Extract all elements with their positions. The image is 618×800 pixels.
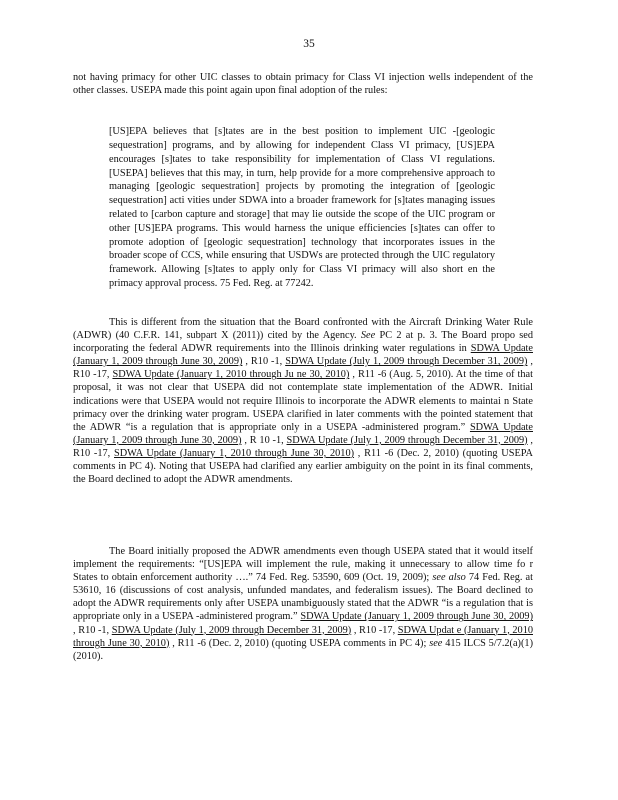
text-run: 74 Fed. Reg. at 53610, 16 (discussions of cost analysis, unfunded mandates, and federalism issues). The Board declined to adopt the ADWR requirements only after USEPA unambiguously stated that the ADWR “is a regulation that is appropriate only in a USEPA -administered program.” — [73, 572, 533, 623]
text-run: The Board initially proposed the ADWR amendments even though USEPA stated that it would itself implement the requirements: “[US]EPA will implement the rule, making it unnecessary to allow time fo r States to obtain enforcement authority ….” 74 Fed. Reg. 53590, 609 (Oct. 19, 2009); — [73, 546, 533, 584]
citation-signal: see also — [432, 572, 466, 584]
page-number: 35 — [303, 38, 315, 50]
text-run: , R10 -17, — [351, 624, 398, 636]
intro-paragraph — [73, 71, 533, 97]
intro-text: not having primacy for other UIC classes to obtain primacy for Class VI injection wells independent of the other classes. USEPA made this point again upon final adoption of the rules: — [73, 72, 533, 96]
paragraph-adwr-proposal — [73, 545, 533, 663]
case-citation: SDWA Update (July 1, 2009 through December 31, 2009) — [285, 356, 528, 368]
text-run: 415 ILCS 5/7.2(a)(1) (2010). — [73, 637, 533, 662]
text-run: , R10 -17, — [73, 356, 533, 381]
text-run: PC 2 at p. 3. The Board propo sed incorporating the federal ADWR requirements into the Illinois drinking water regulations in — [73, 330, 533, 355]
text-run: , R10 -1, — [73, 624, 112, 636]
block-quote — [109, 115, 495, 301]
text-run: , R11 -6 (Dec. 2, 2010) (quoting USEPA comments in PC 4); — [169, 637, 430, 649]
citation-signal: see — [429, 637, 443, 649]
paragraph-adwr-contrast — [73, 316, 533, 486]
case-citation: SDWA Update (July 1, 2009 through December 31, 2009) — [286, 434, 528, 446]
text-run: , R10 -17, — [73, 434, 534, 459]
text-run: , R11 -6 (Dec. 2, 2010) (quoting USEPA comments in PC 4). Noting that USEPA had clarified any earlier ambiguity on the point in its final comments, the Board declined to adopt the ADWR amendments. — [73, 447, 533, 486]
paragraph-adwr-contrast-text — [73, 316, 533, 486]
case-citation: SDWA Update (January 1, 2009 through June 30, 2009) — [73, 421, 533, 446]
text-run: , R11 -6 (Aug. 5, 2010). At the time of that proposal, it was not clear that USEPA did not contemplate state implementation of the ADWR. Initial indications were that USEPA would not require Illinois to incorporate the ADWR elements to maintai n State primacy over the drinking water program. USEPA clarified in later comments with the pointed statement that the ADWR “is a regulation that is appropriate only in a USEPA -administered program.” — [73, 369, 533, 433]
case-citation: SDWA Update (January 1, 2009 through June 30, 2009) — [73, 343, 533, 368]
case-citation: SDWA Update (July 1, 2009 through December 31, 2009) — [111, 624, 352, 636]
text-run: , R10 -1, — [242, 356, 286, 368]
case-citation: SDWA Update (January 1, 2010 through June 30, 2010) — [114, 447, 355, 459]
case-citation: SDWA Updat e (January 1, 2010 through June 30, 2010) — [73, 624, 533, 649]
case-citation: SDWA Update (January 1, 2009 through June 30, 2009) — [300, 611, 534, 623]
paragraph-adwr-proposal-text — [73, 545, 533, 663]
text-run: , R 10 -1, — [241, 434, 287, 446]
citation-signal: See — [360, 330, 376, 342]
text-run: This is different from the situation that the Board confronted with the Aircraft Drinking Water Rule (ADWR) (40 C.F.R. 141, subpart X (2011)) cited by the Agency. — [73, 317, 533, 342]
case-citation: SDWA Update (January 1, 2010 through Ju ne 30, 2010) — [112, 369, 350, 381]
block-quote-text: [US]EPA believes that [s]tates are in the best position to implement UIC -[geologic sequestration] programs, and by allowing for independent Class VI primacy, [US]EPA encourages [s]tates to take responsibility for implementation of Class VI regulations. [USEPA] believes that this may, in turn, help provide for a more comprehensive approach to managing [geologic sequestration] projects by promoting the integration of [geologic sequestration] acti vities under SDWA into a broader framework for [s]tates managing issues related to [carbon capture and storage] that may lie outside the scope of the UIC program or other [US]EPA programs. This would harness the unique efficiencies [s]tates can offer to promote adoption of [geologic sequestration] technology that incorporates issues in the broader scope of CCS, while ensuring that USDWs are protected through the UIC regulatory framework. Allowing [s]tates to apply only for Class VI primacy will also short en the primacy approval process. 75 Fed. Reg. at 77242. — [109, 126, 495, 290]
